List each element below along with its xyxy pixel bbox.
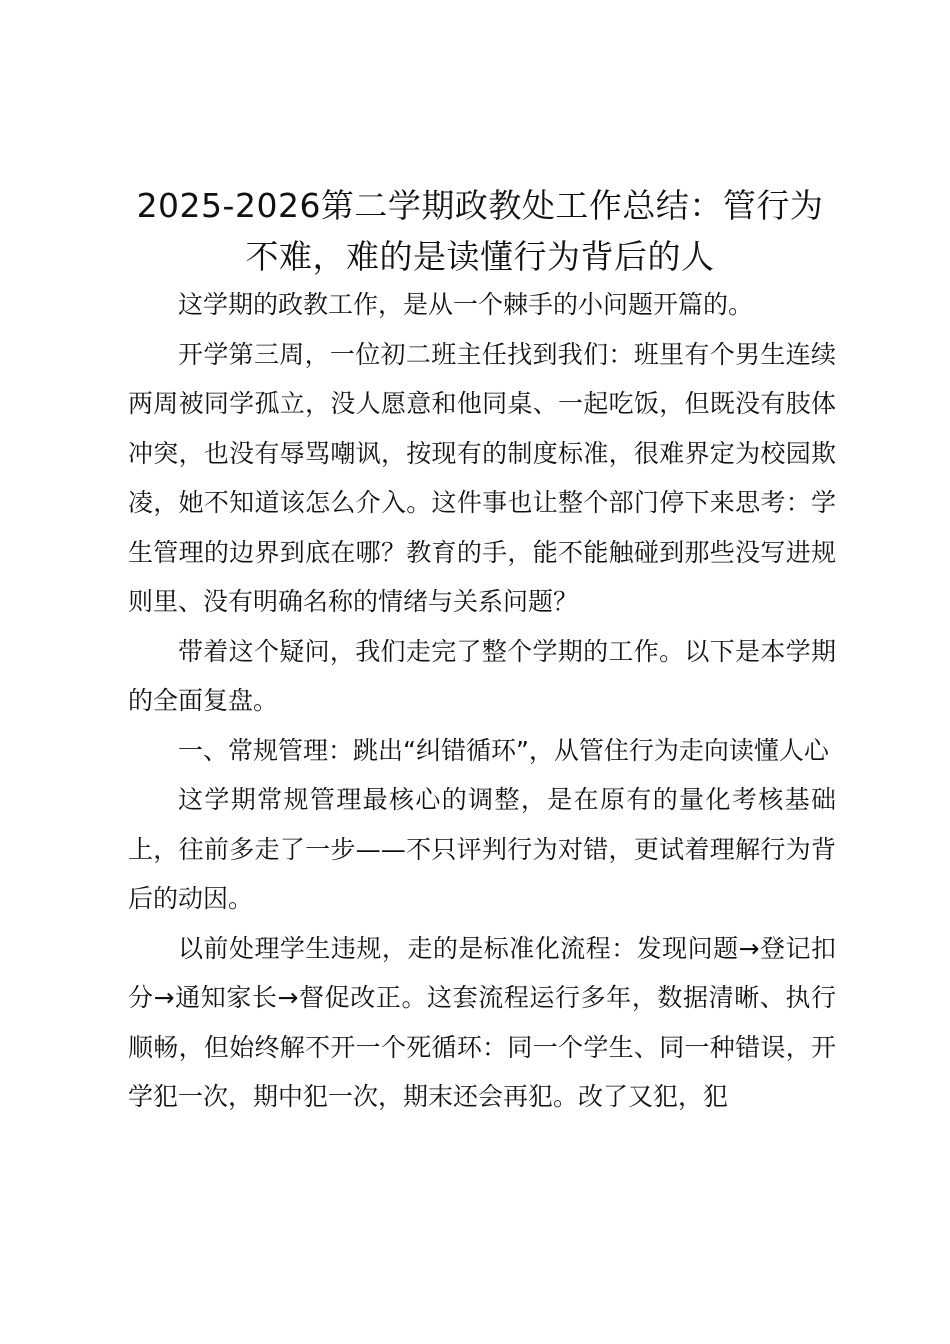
document-body bbox=[128, 280, 836, 1122]
paragraph-routine-adjustment: 这学期常规管理最核心的调整，是在原有的量化考核基础上，往前多走了一步——不只评判行为对错，更试着理解行为背后的动因。 bbox=[128, 785, 836, 913]
paragraph-case: 开学第三周，一位初二班主任找到我们：班里有个男生连续两周被同学孤立，没人愿意和他同桌、一起吃饭，但既没有肢体冲突，也没有辱骂嘲讽，按现有的制度标准，很难界定为校园欺凌，她不知道该怎么介入。这件事也让整个部门停下来思考：学生管理的边界到底在哪？教育的手，能不能触碰到那些没写进规则里、没有明确名称的情绪与关系问题？ bbox=[128, 339, 836, 616]
paragraph-old-process: 以前处理学生违规，走的是标准化流程：发现问题→登记扣分→通知家长→督促改正。这套流程运行多年，数据清晰、执行顺畅，但始终解不开一个死循环：同一个学生、同一种错误，开学犯一次，期中犯一次，期末还会再犯。改了又犯，犯 bbox=[128, 933, 836, 1111]
section-heading-1: 一、常规管理：跳出“纠错循环”，从管住行为走向读懂人心 bbox=[178, 735, 829, 765]
paragraph-intro: 这学期的政教工作，是从一个棘手的小问题开篇的。 bbox=[178, 290, 754, 319]
document-title: 2025-2026第二学期政教处工作总结：管行为不难，难的是读懂行为背后的人 bbox=[136, 186, 824, 276]
paragraph-transition: 带着这个疑问，我们走完了整个学期的工作。以下是本学期的全面复盘。 bbox=[128, 636, 836, 715]
